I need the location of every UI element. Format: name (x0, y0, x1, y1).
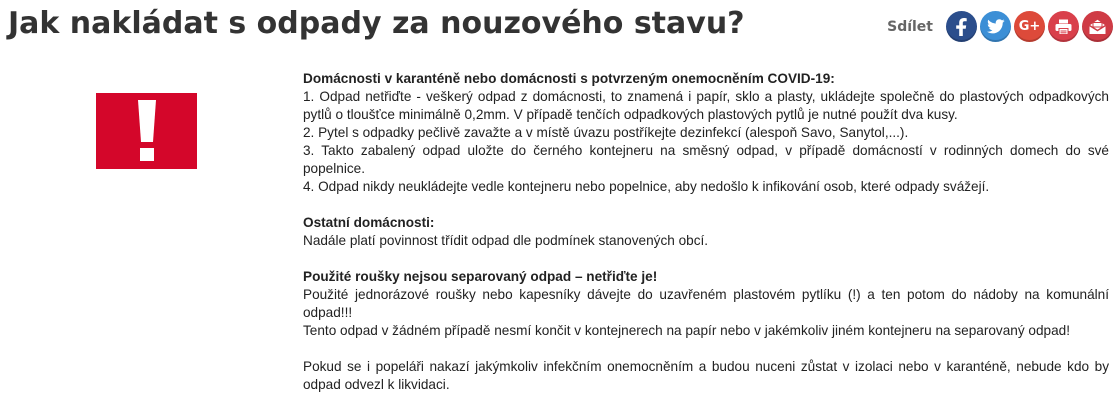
article-content (303, 70, 1109, 412)
paragraph: 2. Pytel s odpadky pečlivě zavažte a v místě úvazu postříkejte dezinfekcí (alespoň Savo, Sanytol,...). (303, 125, 909, 140)
share-print-button[interactable] (1048, 11, 1079, 42)
paragraph: Tento odpad v žádném případě nesmí končit v kontejnerech na papír nebo v jakémkoliv jiném kontejneru na separovaný odpad! (303, 323, 1071, 338)
exclamation-icon (135, 100, 159, 162)
section-garbage-collectors (303, 358, 1109, 394)
paragraph: 1. Odpad netřiďte - veškerý odpad z domácnosti, to znamená i papír, sklo a plasty, ukládejte společně do plastových odpadkových pytlů o tloušťce minimálně 0,2mm. V případě tenčích odpadkových plastových pytlů je nutné použít dva kusy. (303, 89, 1109, 122)
alert-icon-box (96, 93, 197, 169)
section-heading: Použité roušky nejsou separovaný odpad – netřiďte je! (303, 269, 658, 284)
page-title: Jak nakládat s odpady za nouzového stavu? (8, 6, 745, 41)
google-plus-icon: G+ (1018, 19, 1041, 34)
section-other-households (303, 214, 1109, 250)
section-heading: Domácnosti v karanténě nebo domácnosti s potvrzeným onemocněním COVID-19: (303, 71, 835, 86)
section-heading: Ostatní domácnosti: (303, 215, 435, 230)
section-masks (303, 268, 1109, 340)
share-label: Sdílet (887, 18, 933, 35)
share-twitter-button[interactable] (980, 11, 1011, 42)
paragraph: Pokud se i popeláři nakazí jakýmkoliv infekčním onemocněním a budou nuceni zůstat v izolaci nebo v karanténě, nebude kdo by odpad odvezl k likvidaci. (303, 359, 1109, 392)
facebook-icon (954, 18, 970, 36)
share-bar (887, 11, 1113, 42)
share-google-plus-button[interactable] (1014, 11, 1045, 42)
paragraph: 3. Takto zabalený odpad uložte do černého kontejneru na směsný odpad, v případě domácností v rodinných domech do své popelnice. (303, 143, 1109, 176)
share-facebook-button[interactable] (946, 11, 977, 42)
paragraph: 4. Odpad nikdy neukládejte vedle kontejneru nebo popelnice, aby nedošlo k infikování osob, které odpady svážejí. (303, 179, 990, 194)
share-email-button[interactable] (1082, 11, 1113, 42)
print-icon (1055, 19, 1072, 35)
paragraph: Nadále platí povinnost třídit odpad dle podmínek stanovených obcí. (303, 233, 709, 248)
twitter-icon (987, 19, 1005, 34)
paragraph: Použité jednorázové roušky nebo kapesníky dávejte do uzavřeném plastovém pytlíku (!) a ten potom do nádoby na komunální odpad!!! (303, 287, 1109, 320)
section-quarantine (303, 70, 1109, 196)
email-icon (1089, 19, 1106, 35)
